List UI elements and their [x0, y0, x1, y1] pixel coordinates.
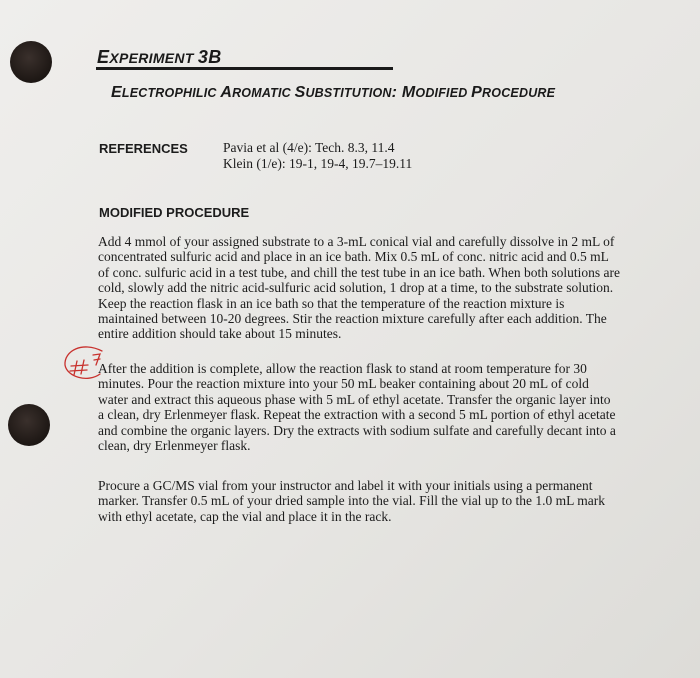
reference-item: Klein (1/e): 19-1, 19-4, 19.7–19.11 [223, 156, 413, 171]
paragraph-line: marker. Transfer 0.5 mL of your dried sample into the vial. Fill the vial up to the 1.0 mL mark [98, 493, 606, 509]
title-underline [96, 67, 393, 70]
references-label: REFERENCES [99, 141, 188, 156]
procedure-heading: MODIFIED PROCEDURE [99, 205, 250, 220]
paragraph-line: After the addition is complete, allow the reaction flask to stand at room temperature for 30 [98, 361, 587, 376]
paragraph-line: maintained between 10-20 degrees. Stir the reaction mixture carefully after each addition. The [98, 311, 607, 327]
paragraph-line: Keep the reaction flask in an ice bath so that the temperature of the reaction mixture is [98, 295, 565, 311]
subtitle-part: M [401, 84, 416, 101]
subtitle-part: S [294, 84, 306, 101]
annotation-hash-stroke [74, 361, 77, 375]
subtitle-part: ROMATIC [232, 86, 295, 100]
subtitle-part: : [391, 84, 402, 101]
paragraph-line: a clean, dry Erlenmeyer flask. Repeat the extraction with a second 5 mL portion of ethyl acetate [98, 407, 616, 423]
subtitle-part: P [471, 84, 483, 101]
paragraph-line: entire addition should take about 15 minutes. [98, 326, 342, 342]
paragraph-line: concentrated sulfuric acid and place in an ice bath. Mix 0.5 mL of conc. nitric acid and 0.5 mL [98, 249, 609, 265]
paragraph-line: with ethyl acetate, cap the vial and place it in the rack. [98, 508, 392, 524]
paragraph-line: cold, slowly add the nitric acid-sulfuric acid solution, 1 drop at a time, to the substrate solution. [98, 280, 614, 296]
paragraph-line: Procure a GC/MS vial from your instructor and label it with your initials using a permanent [98, 478, 593, 493]
paragraph-line: water and extract this aqueous phase with 5 mL of ethyl acetate. Transfer the organic layer into [98, 391, 611, 407]
subtitle-part: A [220, 84, 233, 101]
references-list [223, 140, 412, 172]
handwritten-annotation [62, 343, 112, 383]
subtitle-part: LECTROPHILIC [121, 86, 221, 100]
paragraph-line: minutes. Pour the reaction mixture into your 50 mL beaker containing about 20 mL of cold [98, 376, 589, 392]
procedure-paragraph-3 [98, 478, 668, 524]
subtitle-part: UBSTITUTION [305, 86, 392, 100]
binder-hole-top [10, 41, 52, 83]
experiment-title: EXPERIMENT 3B [97, 47, 222, 67]
paragraph-line: and combine the organic layers. Dry the extracts with sodium sulfate and carefully decant into a [98, 422, 616, 438]
procedure-paragraph-1 [98, 234, 668, 342]
subtitle-part: E [111, 84, 122, 101]
reference-item: Pavia et al (4/e): Tech. 8.3, 11.4 [223, 140, 395, 155]
procedure-paragraph-2 [98, 361, 668, 453]
paragraph-line: clean, dry Erlenmeyer flask. [98, 438, 251, 454]
subtitle-part: ROCEDURE [482, 86, 556, 100]
annotation-hash-stroke [70, 370, 87, 371]
page-subtitle [111, 84, 555, 102]
annotation-seven-bar [94, 359, 100, 360]
subtitle-part: ODIFIED [415, 86, 472, 100]
binder-hole-bottom [8, 404, 50, 446]
paragraph-line: of conc. sulfuric acid in a test tube, and chill the test tube in an ice bath. When both solutions are [98, 264, 620, 280]
paragraph-line: Add 4 mmol of your assigned substrate to a 3-mL conical vial and carefully dissolve in 2 mL of [98, 234, 615, 249]
annotation-hash-stroke [71, 365, 88, 366]
annotation-hash-stroke [81, 360, 84, 374]
